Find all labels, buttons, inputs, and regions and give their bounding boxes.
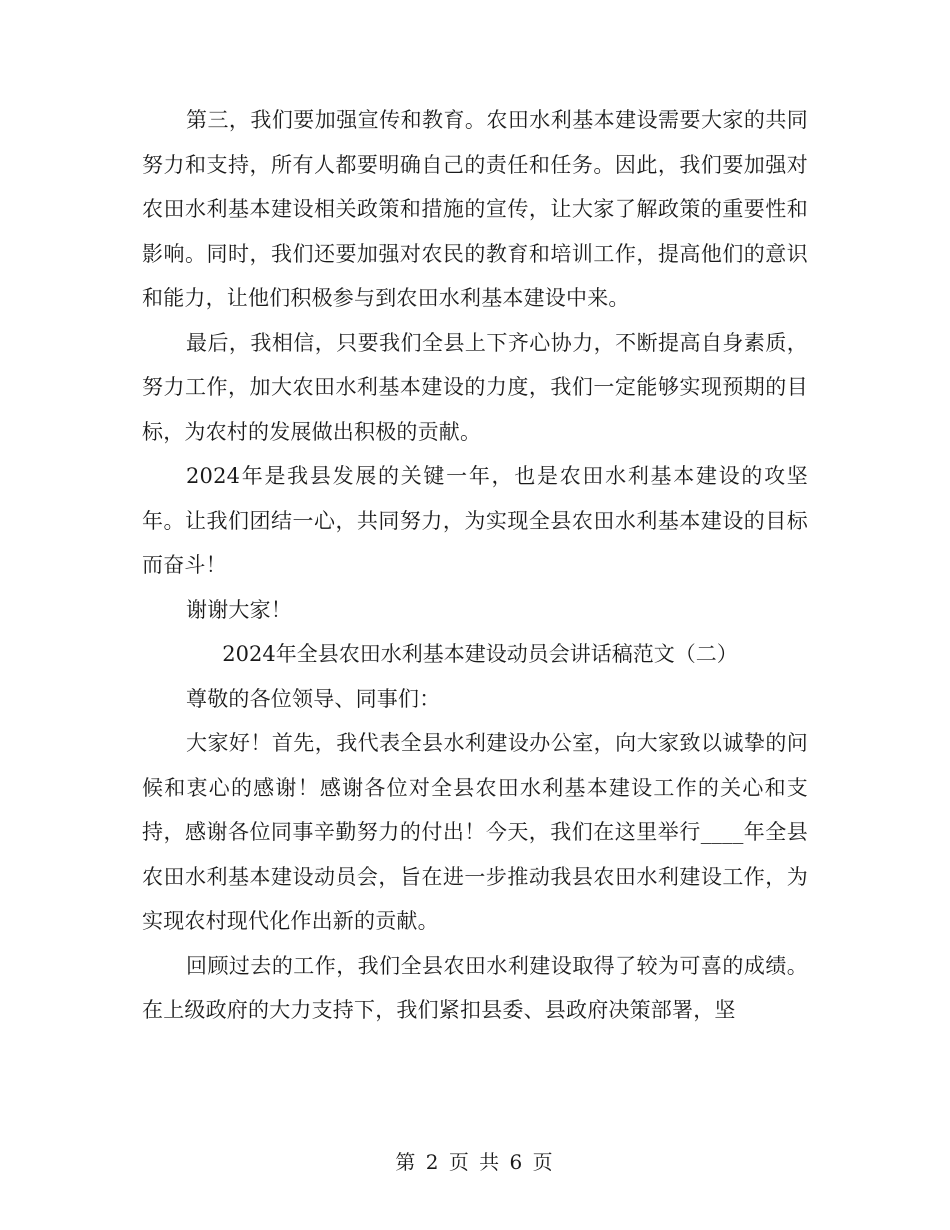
paragraph-thanks: 谢谢大家！ <box>186 597 292 622</box>
paragraph-review: 回顾过去的工作，我们全县农田水利建设取得了较为可喜的成绩。在上级政府的大力支持下，我们紧扣县委、县政府决策部署，坚 <box>142 953 808 1022</box>
page-number-footer: 第 2 页 共 6 页 <box>395 1150 555 1174</box>
paragraph-third-point: 第三，我们要加强宣传和教育。农田水利基本建设需要大家的共同努力和支持，所有人都要明确自己的责任和任务。因此，我们要加强对农田水利基本建设相关政策和措施的宣传，让大家了解政策的重要性和影响。同时，我们还要加强对农民的教育和培训工作，提高他们的意识和能力，让他们积极参与到农田水利基本建设中来。 <box>142 108 808 310</box>
section-title: 2024年全县农田水利基本建设动员会讲话稿范文（二） <box>222 642 738 666</box>
paragraph-greeting: 大家好！首先，我代表全县水利建设办公室，向大家致以诚挚的问候和衷心的感谢！感谢各位对全县农田水利基本建设工作的关心和支持，感谢各位同事辛勤努力的付出！今天，我们在这里举行____年全县农田水利基本建设动员会，旨在进一步推动我县农田水利建设工作，为实现农村现代化作出新的贡献。 <box>142 731 808 933</box>
paragraph-salutation: 尊敬的各位领导、同事们： <box>186 686 441 711</box>
paragraph-key-year: 2024年是我县发展的关键一年，也是农田水利基本建设的攻坚年。让我们团结一心，共同努力，为实现全县农田水利基本建设的目标而奋斗！ <box>142 464 808 577</box>
paragraph-finally: 最后，我相信，只要我们全县上下齐心协力，不断提高自身素质，努力工作，加大农田水利基本建设的力度，我们一定能够实现预期的目标，为农村的发展做出积极的贡献。 <box>142 330 808 444</box>
document-body <box>142 98 808 1033</box>
